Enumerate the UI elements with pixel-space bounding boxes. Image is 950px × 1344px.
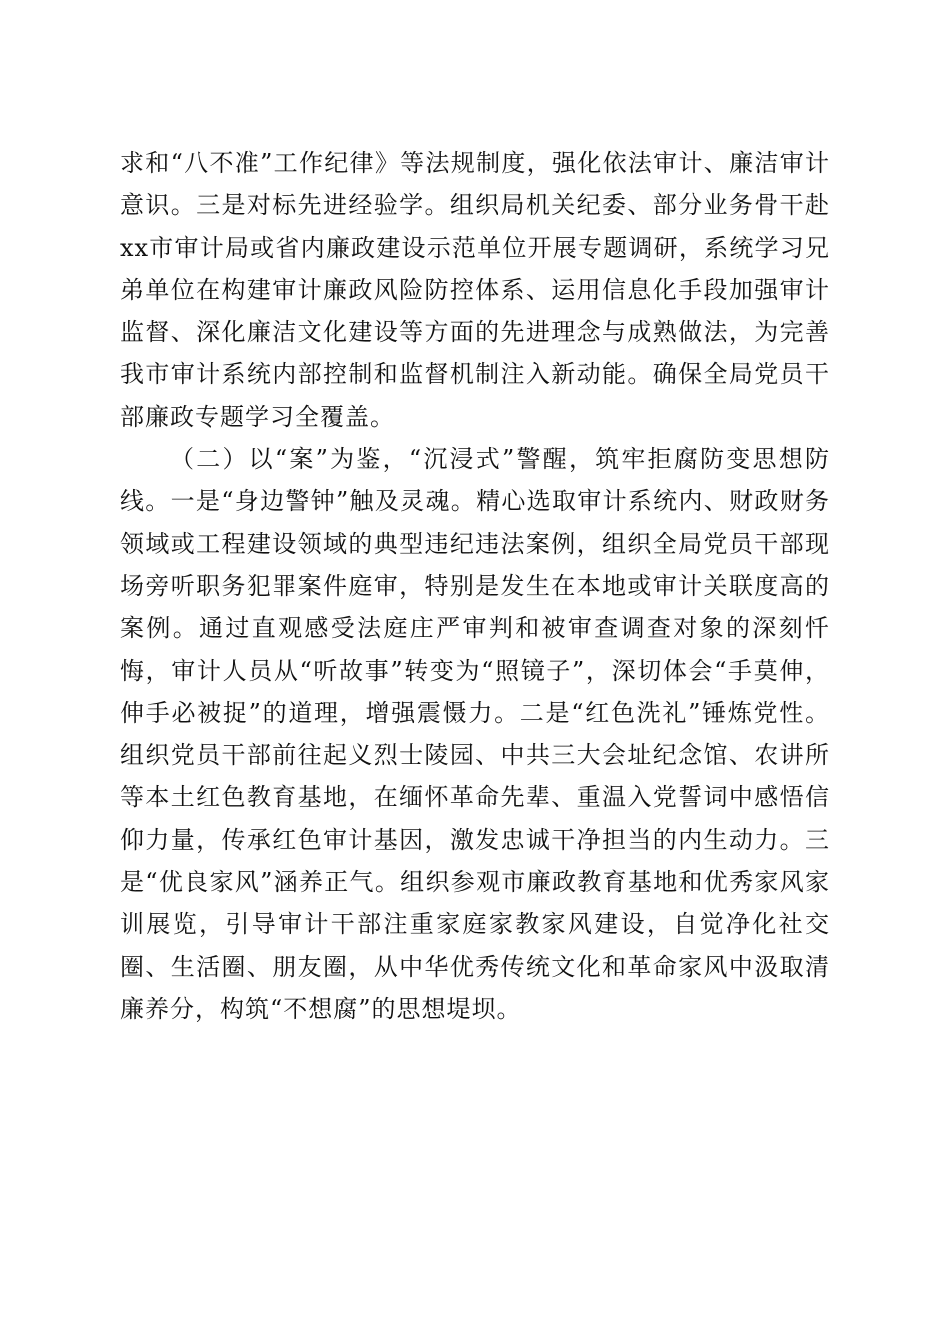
paragraph-continuation: 求和“八不准”工作纪律》等法规制度，强化依法审计、廉洁审计意识。三是对标先进经验学。组织局机关纪委、部分业务骨干赴xx市审计局或省内廉政建设示范单位开展专题调研，系统学习兄弟单位在构建审计廉政风险防控体系、运用信息化手段加强审计监督、深化廉洁文化建设等方面的先进理念与成熟做法，为完善我市审计系统内部控制和监督机制注入新动能。确保全局党员干部廉政专题学习全覆盖。: [120, 149, 830, 431]
paragraph-section-two: （二）以“案”为鉴，“沉浸式”警醒，筑牢拒腐防变思想防线。一是“身边警钟”触及灵魂。精心选取审计系统内、财政财务领域或工程建设领域的典型违纪违法案例，组织全局党员干部现场旁听职务犯罪案件庭审，特别是发生在本地或审计关联度高的案例。通过直观感受法庭庄严审判和被审查调查对象的深刻忏悔，审计人员从“听故事”转变为“照镜子”，深切体会“手莫伸，伸手必被捉”的道理，增强震慑力。二是“红色洗礼”锤炼党性。组织党员干部前往起义烈士陵园、中共三大会址纪念馆、农讲所等本土红色教育基地，在缅怀革命先辈、重温入党誓词中感悟信仰力量，传承红色审计基因，激发忠诚干净担当的内生动力。三是“优良家风”涵养正气。组织参观市廉政教育基地和优秀家风家训展览，引导审计干部注重家庭家教家风建设，自觉净化社交圈、生活圈、朋友圈，从中华优秀传统文化和革命家风中汲取清廉养分，构筑“不想腐”的思想堤坝。: [120, 445, 830, 1023]
document-body: [120, 142, 830, 1030]
